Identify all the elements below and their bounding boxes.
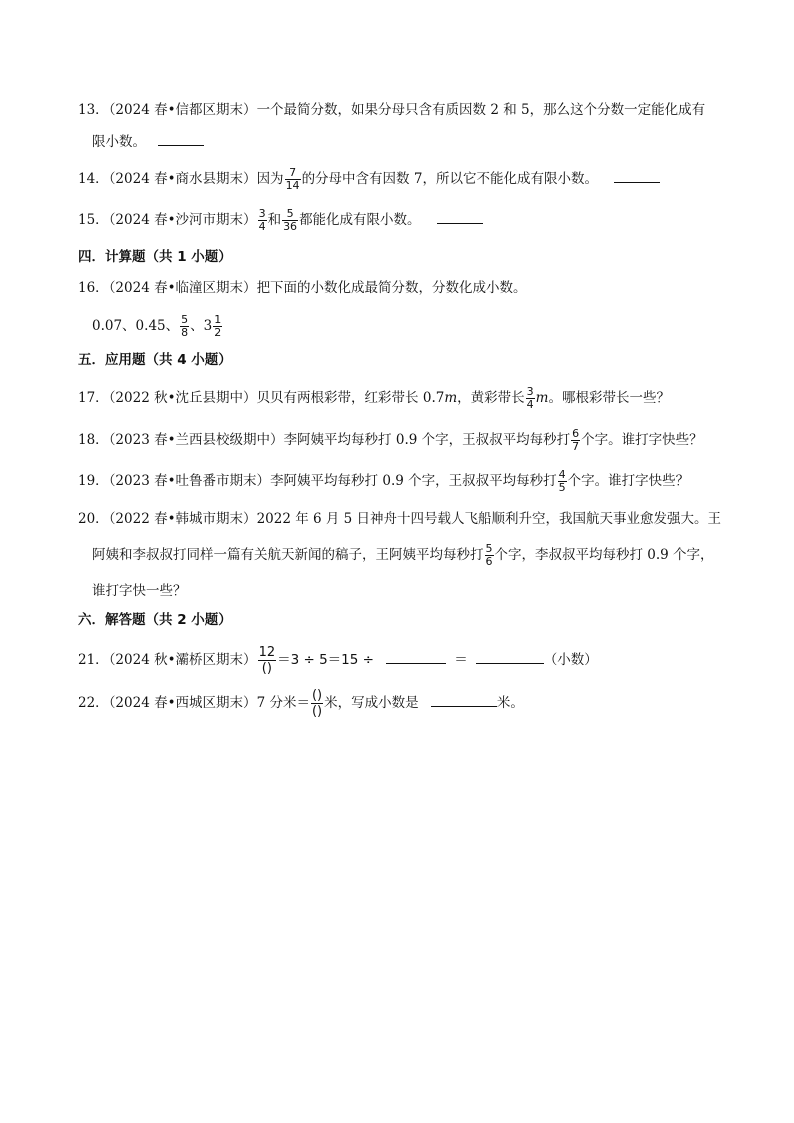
answer-blank[interactable] [158,131,204,146]
fraction-denominator: 4 [258,220,266,233]
question-14 [78,167,660,192]
question-19 [78,469,689,494]
mixed-number-whole: 3 [203,318,213,334]
question-text: 限小数。 [92,134,146,150]
fraction-numerator: 7 [289,166,297,179]
fraction [526,386,535,411]
question-text: 都能化成有限小数。 [299,212,421,228]
fraction-numerator: 5 [181,313,189,326]
question-source: （2022 春•韩城市期末） [108,511,257,527]
question-17 [78,386,670,411]
fraction-numerator: 3 [526,385,534,398]
question-20-line-2 [92,543,714,568]
fraction-denominator: 8 [181,326,189,339]
question-13-line-2 [92,131,204,152]
question-15 [78,208,483,233]
question-text: 李阿姨平均每秒打 0.9 个字，王叔叔平均每秒打 [283,432,571,448]
section-heading-calculation: 四．计算题（共 1 小题） [78,249,232,265]
question-text: 把下面的小数化成最简分数，分数化成小数。 [256,280,527,296]
answer-blank[interactable] [431,692,497,707]
question-number: 19． [78,473,109,489]
section-heading-answer: 六．解答题（共 2 小题） [78,612,232,628]
question-22 [78,688,524,719]
fraction-denominator: 4 [526,398,534,411]
answer-blank[interactable] [476,649,544,664]
question-text: 因为 [256,171,284,187]
question-source: （2024 春•信都区期末） [108,102,257,118]
fraction-numerator: 5 [485,542,493,555]
unit: m [444,390,458,406]
fraction [258,645,277,676]
question-text: 2022 年 6 月 5 日神舟十四号载人飞船顺利升空，我国航天事业愈发强大。王 [256,511,722,527]
question-source: （2023 春•兰西县校级期中） [108,432,284,448]
answer-blank[interactable] [614,168,660,183]
question-13-line-1 [78,100,705,120]
question-number: 13． [78,102,109,118]
question-text: 阿姨和李叔叔打同样一篇有关航天新闻的稿子，王阿姨平均每秒打 [92,547,484,563]
question-source: （2024 春•沙河市期末） [108,212,257,228]
question-number: 14． [78,171,109,187]
question-text: 个字。谁打字快些？ [581,432,703,448]
section-heading-application: 五．应用题（共 4 小题） [78,352,232,368]
fraction-numerator: 12 [258,645,276,660]
question-text: 和 [267,212,282,228]
question-text: 7 分米＝ [256,695,310,711]
question-number: 18． [78,432,109,448]
question-text: 贝贝有两根彩带，红彩带长 0.7 [256,390,445,406]
question-text: 。哪根彩带长一些？ [548,390,670,406]
fraction-numerator: () [311,688,323,703]
fraction-numerator: 5 [286,207,294,220]
question-source: （2024 春•临潼区期末） [108,280,257,296]
question-text: 李阿姨平均每秒打 0.9 个字，王叔叔平均每秒打 [270,473,557,489]
fraction-denominator: 36 [283,220,298,233]
question-text: 谁打字快一些？ [92,583,187,599]
question-text: 米，写成小数是 [324,695,419,711]
unit: m [535,390,549,406]
fraction-denominator: 2 [214,326,222,339]
question-number: 22． [78,695,109,711]
fraction-denominator: 7 [572,440,580,453]
question-source: （2024 春•商水县期末） [108,171,257,187]
fraction [213,314,222,339]
fraction-denominator: 6 [485,555,493,568]
fraction [571,428,580,453]
fraction-numerator: 3 [258,207,266,220]
question-text: 的分母中含有因数 7，所以它不能化成有限小数。 [301,171,598,187]
question-21 [78,645,598,676]
fraction-denominator: () [258,660,277,676]
decimal-list: 0.07、0.45、 [92,318,180,334]
question-16-values [92,314,223,339]
fraction [485,543,494,568]
question-number: 20． [78,511,109,527]
answer-blank[interactable] [386,649,446,664]
fraction [282,208,298,233]
answer-blank[interactable] [437,209,483,224]
question-text: ，黄彩带长 [457,390,525,406]
fraction [311,688,323,719]
question-number: 21． [78,652,109,668]
fraction-numerator: 6 [572,427,580,440]
fraction-numerator: 4 [558,468,566,481]
fraction-numerator: 1 [214,313,222,326]
question-number: 17． [78,390,109,406]
question-18 [78,428,703,453]
question-text: 一个最简分数，如果分母只含有质因数 2 和 5，那么这个分数一定能化成有 [256,102,706,118]
fraction [258,208,267,233]
question-text: （小数） [543,652,598,668]
question-20-line-1 [78,509,721,529]
question-number: 15． [78,212,109,228]
question-source: （2024 秋•灞桥区期末） [108,652,257,668]
fraction-denominator: 14 [285,179,300,192]
question-text: 个字，李叔叔平均每秒打 0.9 个字， [494,547,714,563]
question-20-line-3 [92,581,187,601]
question-source: （2022 秋•沈丘县期中） [108,390,257,406]
fraction [180,314,189,339]
fraction-denominator: 5 [558,481,566,494]
separator: 、 [190,318,204,334]
equation: ＝3 ÷ 5＝15 ÷ [277,652,374,668]
question-text: 米。 [496,695,524,711]
question-number: 16． [78,280,109,296]
equals-sign: ＝ [454,652,468,668]
fraction [558,469,567,494]
question-source: （2023 春•吐鲁番市期末） [108,473,271,489]
question-16 [78,278,527,298]
question-text: 个字。谁打字快些？ [567,473,690,489]
fraction-denominator: () [311,704,323,719]
fraction [285,167,301,192]
question-source: （2024 春•西城区期末） [108,695,257,711]
